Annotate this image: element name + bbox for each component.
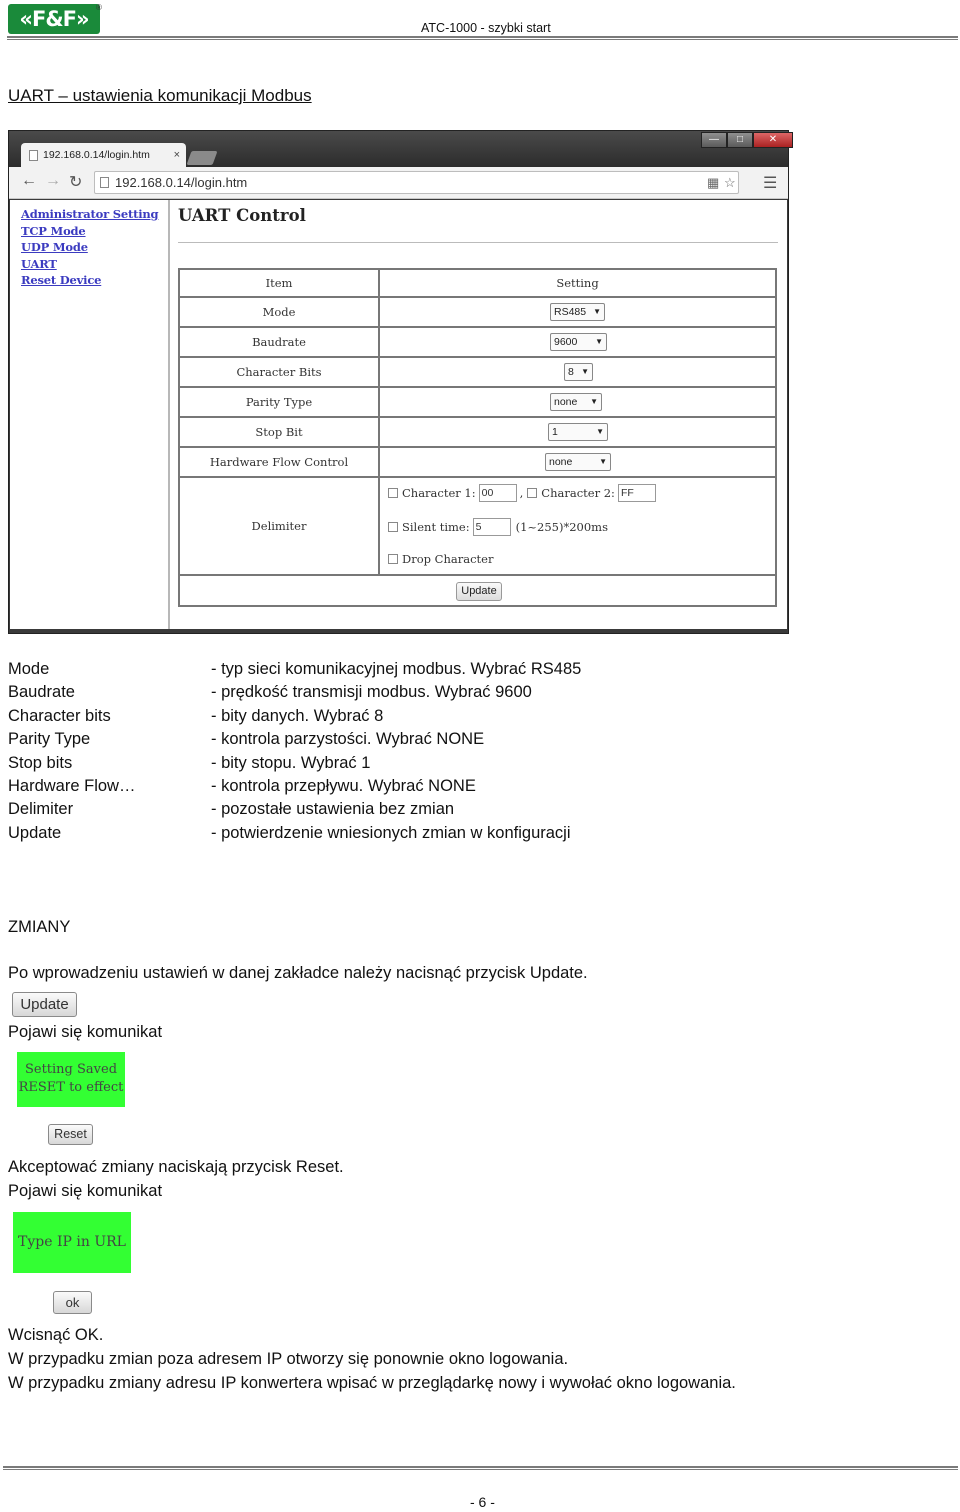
- table-row: [180, 388, 775, 418]
- table-row: [180, 328, 775, 358]
- browser-toolbar: [9, 167, 788, 199]
- description-term: Character bits: [8, 706, 111, 725]
- description-text: - kontrola parzystości. Wybrać NONE: [211, 730, 485, 749]
- back-arrow-icon[interactable]: ←: [21, 172, 37, 189]
- description-text: - typ sieci komunikacyjnej modbus. Wybrać RS485: [211, 660, 582, 678]
- nav-link-tcp-mode[interactable]: TCP Mode: [21, 223, 86, 238]
- browser-tab[interactable]: [21, 143, 186, 167]
- update-button[interactable]: Update: [456, 582, 502, 601]
- table-row: [180, 298, 775, 328]
- tab-title: 192.168.0.14/login.htm: [43, 149, 150, 161]
- page-icon: [100, 177, 109, 188]
- registered-mark: ®: [96, 3, 102, 12]
- baudrate-select[interactable]: 9600 ▼: [550, 333, 607, 351]
- nav-link-udp-mode[interactable]: UDP Mode: [21, 240, 88, 255]
- character2-checkbox[interactable]: [527, 488, 537, 498]
- description-term: Update: [8, 823, 62, 842]
- close-window-button[interactable]: ✕: [753, 132, 793, 148]
- ok-button-illustration[interactable]: ok: [53, 1291, 92, 1314]
- drop-character-label: Drop Character: [402, 552, 494, 566]
- comma-separator: ,: [519, 486, 524, 500]
- changes-paragraph-4: Pojawi się komunikat: [8, 1182, 163, 1200]
- description-text: - bity stopu. Wybrać 1: [211, 753, 371, 772]
- mode-select[interactable]: RS485 ▼: [550, 303, 605, 321]
- drop-character-option: [388, 552, 493, 566]
- table-row: [180, 418, 775, 448]
- footer-rule: [3, 1466, 958, 1470]
- uart-control-title: UART Control: [178, 206, 306, 225]
- description-text: - potwierdzenie wniesionych zmian w konfiguracji: [211, 823, 571, 842]
- maximize-button[interactable]: □: [727, 132, 753, 148]
- changes-paragraph-1: Po wprowadzeniu ustawień w danej zakładce należy nacisnąć przycisk Update.: [8, 964, 588, 982]
- reset-button-illustration[interactable]: Reset: [48, 1124, 93, 1145]
- changes-paragraph-5: Wcisnąć OK.: [8, 1326, 104, 1344]
- row-label-stop-bit: Stop Bit: [180, 418, 380, 446]
- page-number: - 6 -: [470, 1494, 495, 1510]
- setting-saved-message: [17, 1052, 125, 1107]
- silent-time-unit: (1~255)*200ms: [515, 520, 608, 534]
- row-label-character-bits: Character Bits: [180, 358, 380, 386]
- changes-paragraph-7: W przypadku zmiany adresu IP konwertera wpisać w przeglądarkę nowy i wywołać okno logowania.: [8, 1374, 736, 1392]
- header-item: Item: [180, 270, 380, 296]
- row-label-baudrate: Baudrate: [180, 328, 380, 356]
- ff-logo: «F&F»: [8, 4, 100, 34]
- row-label-hardware-flow-control: Hardware Flow Control: [180, 448, 380, 476]
- menu-icon[interactable]: ☰: [763, 175, 778, 192]
- description-text: - bity danych. Wybrać 8: [211, 706, 384, 725]
- nav-link-administrator-setting[interactable]: Administrator Setting: [21, 207, 159, 221]
- description-text: - kontrola przepływu. Wybrać NONE: [211, 776, 476, 795]
- star-icon[interactable]: ☆: [724, 175, 736, 190]
- description-row: [8, 800, 908, 823]
- description-text: - prędkość transmisji modbus. Wybrać 9600: [211, 683, 532, 702]
- minimize-button[interactable]: —: [701, 132, 727, 148]
- message-line-1: Setting Saved: [24, 1062, 118, 1077]
- character1-checkbox[interactable]: [388, 488, 398, 498]
- changes-paragraph-2: Pojawi się komunikat: [8, 1023, 163, 1041]
- changes-paragraph-6: W przypadku zmian poza adresem IP otworzy się ponownie okno logowania.: [8, 1350, 569, 1368]
- type-ip-message: Type IP in URL: [13, 1212, 131, 1273]
- reload-icon[interactable]: ↻: [69, 174, 83, 191]
- description-row: [8, 824, 908, 847]
- character1-input[interactable]: 00: [479, 484, 517, 502]
- stop-bit-select[interactable]: 1 ▼: [548, 423, 608, 441]
- left-navigation: [10, 200, 170, 629]
- description-text: - pozostałe ustawienia bez zmian: [211, 800, 455, 819]
- browser-window: [8, 130, 789, 634]
- drop-character-checkbox[interactable]: [388, 554, 398, 564]
- silent-time-checkbox[interactable]: [388, 522, 398, 532]
- hardware-flow-select[interactable]: none ▼: [545, 453, 611, 471]
- page-icon: [29, 150, 38, 161]
- parity-type-select[interactable]: none ▼: [550, 393, 602, 411]
- character2-input[interactable]: FF: [618, 484, 656, 502]
- address-bar[interactable]: [94, 171, 739, 194]
- uart-settings-table: [178, 268, 777, 607]
- changes-paragraph-3: Akceptować zmiany naciskają przycisk Reset.: [8, 1158, 344, 1176]
- character-bits-select[interactable]: 8 ▼: [564, 363, 593, 381]
- nav-link-uart[interactable]: UART: [21, 256, 57, 271]
- character1-label: Character 1:: [402, 486, 476, 500]
- update-button-illustration[interactable]: Update: [12, 992, 77, 1017]
- table-header-row: [180, 270, 775, 298]
- description-term: Stop bits: [8, 753, 73, 772]
- description-row: [8, 660, 908, 683]
- description-term: Parity Type: [8, 730, 91, 749]
- row-label-delimiter: Delimiter: [180, 478, 380, 574]
- new-tab-button[interactable]: [186, 151, 217, 165]
- description-row: [8, 777, 908, 800]
- description-term: Mode: [8, 660, 50, 678]
- row-label-mode: Mode: [180, 298, 380, 326]
- delimiter-row: [180, 478, 775, 576]
- description-term: Baudrate: [8, 683, 75, 702]
- table-row: [180, 448, 775, 478]
- nav-link-reset-device[interactable]: Reset Device: [21, 273, 102, 288]
- translate-icon[interactable]: ▦: [707, 175, 720, 190]
- description-term: Hardware Flow…: [8, 776, 136, 795]
- title-rule: [178, 242, 778, 243]
- table-row: [180, 358, 775, 388]
- header-rule: [7, 36, 958, 40]
- changes-heading: ZMIANY: [8, 918, 71, 936]
- settings-descriptions: [8, 660, 908, 847]
- silent-time-label: Silent time:: [402, 520, 470, 534]
- tab-bar: [9, 131, 788, 167]
- forward-arrow-icon[interactable]: →: [45, 172, 61, 189]
- description-row: [8, 683, 908, 706]
- header-setting: Setting: [556, 276, 599, 290]
- section-heading: UART – ustawienia komunikacji Modbus: [8, 86, 312, 105]
- message-line-2: RESET to effect: [18, 1080, 124, 1095]
- description-term: Delimiter: [8, 800, 74, 819]
- document-title: ATC-1000 - szybki start: [421, 21, 551, 35]
- close-tab-icon[interactable]: ×: [173, 149, 180, 161]
- description-row: [8, 730, 908, 753]
- silent-time-input[interactable]: 5: [473, 518, 511, 536]
- row-label-parity-type: Parity Type: [180, 388, 380, 416]
- character2-label: Character 2:: [541, 486, 615, 500]
- character-options: [388, 484, 659, 502]
- url-text: 192.168.0.14/login.htm: [115, 175, 248, 190]
- silent-time-option: [388, 518, 608, 536]
- description-row: [8, 754, 908, 777]
- page-viewport: [10, 200, 787, 629]
- description-row: [8, 707, 908, 730]
